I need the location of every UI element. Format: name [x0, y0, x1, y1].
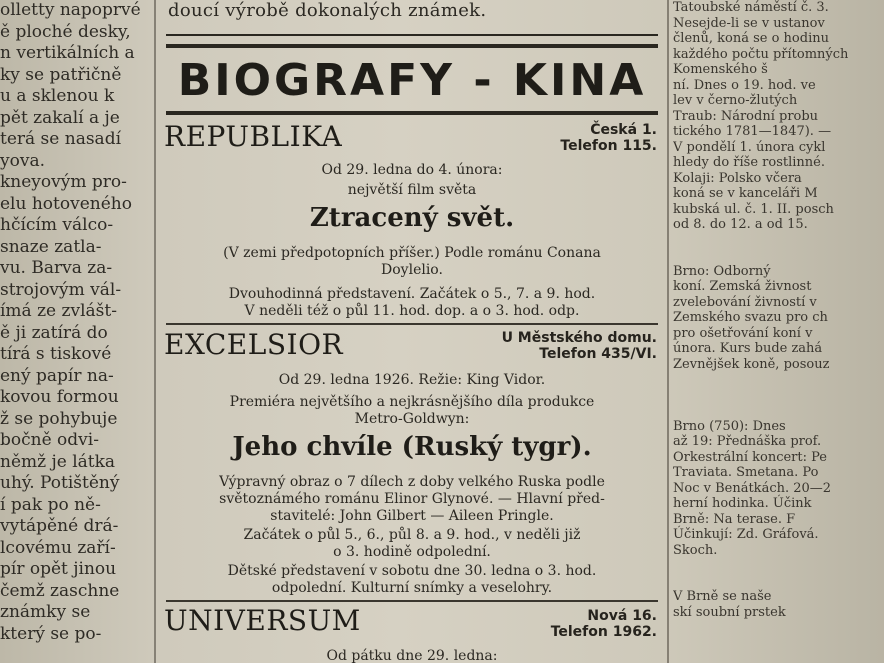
left-column-line: kneyovým pro-: [0, 172, 127, 192]
left-column-line: ky se patřičně: [0, 64, 122, 85]
right-column-line: Traub: Národní probu: [673, 108, 819, 124]
republika-tagline: největší film světa: [347, 182, 477, 198]
right-column-line: [673, 403, 884, 419]
cinema-listing-column: [160, 0, 665, 663]
left-column-line: u a sklenou k: [0, 86, 115, 106]
republika-detail: (V zemi předpotopních příšer.) Podle románu Conana: [223, 245, 601, 261]
left-column-line: tírá s tiskové: [0, 344, 112, 364]
right-column-line: skí soubní prstek: [673, 604, 786, 620]
separator: [166, 323, 658, 325]
right-column-line: [673, 372, 884, 388]
cinema-name-republika: REPUBLIKA: [164, 120, 343, 153]
right-column-line: [673, 248, 884, 264]
excelsior-line: Premiéra největšího a nejkrásnějšího díla produkce: [229, 394, 595, 410]
right-column-line: [673, 388, 884, 404]
excelsior-detail: odpolední. Kulturní snímky a veselohry.: [271, 580, 553, 596]
excelsior-line: Od 29. ledna 1926. Režie: King Vidor.: [278, 372, 546, 388]
left-column-line: yova.: [0, 150, 45, 171]
left-column-line: elu hotoveného: [0, 193, 132, 214]
right-column-line: ní. Dnes o 19. hod. ve: [673, 77, 816, 93]
cinema-name-universum: UNIVERSUM: [164, 604, 361, 637]
left-column-line: který se po-: [0, 623, 102, 644]
excelsior-detail: Začátek o půl 5., 6., půl 8. a 9. hod., v neděli již: [243, 527, 581, 543]
right-column-line: Brně: Na terase. F: [673, 511, 796, 527]
republika-detail: Doylelio.: [381, 262, 443, 278]
excelsior-detail: o 3. hodině odpolední.: [333, 544, 491, 560]
right-column-line: Nesejde-li se v ustanov: [673, 15, 825, 31]
banner-heading: BIOGRAFY - KINA: [177, 55, 647, 106]
left-column-line: ě ji zatírá do: [0, 322, 108, 343]
cinema-name-excelsior: EXCELSIOR: [164, 328, 344, 361]
right-column-line: každého počtu přítomných: [673, 46, 849, 62]
left-column-line: olletty napoprvé: [0, 0, 141, 20]
right-column-line: [673, 574, 884, 590]
right-column-line: pro ošetřování koní v: [673, 325, 813, 341]
right-column-line: Noc v Benátkách. 20—2: [673, 480, 832, 496]
left-column-line: lcovému zaří-: [0, 537, 116, 558]
column-rule-right: [667, 0, 669, 663]
left-column-line: ě ploché desky,: [0, 21, 131, 42]
separator: [166, 600, 658, 602]
universum-dates: Od pátku dne 29. ledna:: [326, 648, 498, 663]
right-column-line: V Brně se naše: [673, 589, 772, 604]
right-column-line: lev v černo-žlutých: [673, 93, 798, 108]
left-column-line: ímá ze zvlášt-: [0, 301, 117, 321]
rule-banner-bottom: [166, 111, 658, 115]
right-column-line: hledy do říše rostlinné.: [673, 155, 825, 170]
republika-detail: Dvouhodinná představení. Začátek o 5., 7. a 9. hod.: [228, 286, 596, 302]
left-column-line: í pak po ně-: [0, 494, 101, 515]
right-column-line: Tatoubské náměstí č. 3.: [673, 0, 829, 15]
right-column-line: zvelebování živností v: [673, 294, 817, 310]
right-column-line: koná se v kanceláři M: [673, 186, 818, 201]
excelsior-line: Metro-Goldwyn:: [354, 411, 470, 427]
republika-detail: V neděli též o půl 11. hod. dop. a o 3. hod. odp.: [244, 303, 580, 319]
top-line: doucí výrobě dokonalých známek.: [168, 0, 487, 21]
right-column-line: Komenského š: [673, 62, 768, 77]
left-column-line: n vertikálních a: [0, 43, 135, 63]
left-column-line: vytápěné drá-: [0, 516, 119, 536]
rule-top: [166, 34, 658, 36]
rule-banner-top: [166, 44, 658, 48]
right-column-line: kubská ul. č. 1. II. posch: [673, 201, 834, 217]
republika-dates: Od 29. ledna do 4. února:: [321, 162, 503, 178]
right-column-line: koní. Zemská živnost: [673, 279, 812, 294]
excelsior-detail: Výpravný obraz o 7 dílech z doby velkého Ruska podle: [219, 474, 605, 490]
column-rule-left: [154, 0, 156, 663]
left-column-line: strojovým vál-: [0, 279, 122, 300]
right-column-text: [673, 0, 884, 663]
excelsior-detail: světoznámého románu Elinor Glynové. — Hlavní před-: [219, 491, 605, 507]
right-column-line: Brno: Odborný: [673, 263, 771, 279]
excelsior-film-title: Jeho chvíle (Ruský tygr).: [232, 432, 592, 462]
cinema-address-republika: Česká 1. Telefon 115.: [560, 122, 657, 154]
left-column-text: [0, 0, 152, 663]
right-column-line: [673, 233, 884, 249]
cinema-address-universum: Nová 16. Telefon 1962.: [550, 608, 657, 640]
right-column-line: Zevnějšek koně, posouz: [673, 356, 830, 372]
right-column-line: Kolaji: Polsko včera: [673, 170, 802, 186]
right-column-line: Účinkují: Zd. Gráfová.: [673, 527, 819, 542]
left-column-line: bočně odvi-: [0, 430, 99, 450]
right-column-line: Traviata. Smetana. Po: [673, 465, 819, 480]
left-column-line: terá se nasadí: [0, 129, 122, 149]
right-column-line: až 19: Přednáška prof.: [673, 434, 822, 449]
right-column-line: [673, 558, 884, 574]
left-column-line: pír opět jinou: [0, 559, 117, 579]
cinema-address-excelsior: U Městského domu. Telefon 435/VI.: [501, 330, 657, 362]
right-column-line: Orkestrální koncert: Pe: [673, 449, 827, 465]
right-column-line: února. Kurs bude zahá: [673, 341, 823, 356]
right-column-line: od 8. do 12. a od 15.: [673, 217, 808, 232]
left-column-line: vu. Barva za-: [0, 258, 113, 278]
left-column-line: čemž zaschne: [0, 580, 120, 601]
excelsior-detail: stavitelé: John Gilbert — Aileen Pringle.: [270, 508, 554, 524]
left-column-line: kovou formou: [0, 387, 119, 407]
left-column-line: snaze zatla-: [0, 236, 102, 257]
left-column-line: známky se: [0, 602, 91, 622]
left-column-line: pět zakalí a je: [0, 107, 120, 128]
left-column-line: němž je látka: [0, 451, 116, 472]
excelsior-detail: Dětské představení v sobotu dne 30. ledna o 3. hod.: [227, 563, 597, 579]
right-column-line: Brno (750): Dnes: [673, 418, 786, 434]
right-column-line: Zemského svazu pro ch: [673, 310, 828, 325]
right-column-line: členů, koná se o hodinu: [673, 31, 829, 46]
left-column-line: uhý. Potištěný: [0, 473, 120, 493]
left-column-line: ený papír na-: [0, 365, 114, 386]
right-column-line: Skoch.: [673, 542, 718, 558]
right-column-line: V pondělí 1. února cykl: [673, 139, 826, 155]
left-column-line: ž se pohybuje: [0, 408, 118, 429]
right-column-line: herní hodinka. Účink: [673, 496, 812, 511]
right-column-line: tického 1781—1847). —: [673, 124, 832, 139]
left-column-line: hčícím válco-: [0, 215, 114, 235]
republika-film-title: Ztracený svět.: [309, 203, 515, 233]
